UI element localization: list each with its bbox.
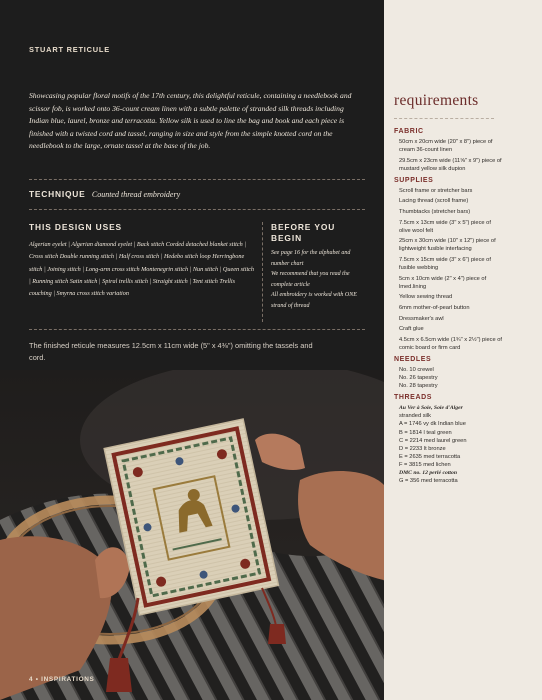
thread-color: A = 1746 vy dk Indian blue <box>399 421 466 428</box>
note-read-article: We recommend that you read the complete article <box>271 271 350 288</box>
thread-brand: Au Ver à Soie, Soie d'Alger <box>399 405 463 412</box>
page-folio: 4 • INSPIRATIONS <box>29 676 95 683</box>
before-you-begin-title: BEFORE YOU BEGIN <box>271 222 336 243</box>
fabric-item: 50cm x 20cm wide (20" x 8") piece of cream 36-count linen <box>399 139 493 154</box>
supplies-item: 25cm x 30cm wide (10" x 12") piece of lightweight fusible interfacing <box>399 238 496 253</box>
supplies-item: 7.5cm x 15cm wide (3" x 6") piece of fusible webbing <box>399 257 491 272</box>
thread-color: D = 2233 lt bronze <box>399 445 446 452</box>
before-you-begin-box <box>271 222 369 311</box>
thread-color: C = 2214 med laurel green <box>399 437 467 444</box>
finished-size-note: The finished reticule measures 12.5cm x 11cm wide (5" x 4⅜") omitting the tassels and cord. <box>29 341 313 362</box>
needle-item: No. 28 tapestry <box>399 383 438 390</box>
note-alphabet: See page 16 for the alphabet and number chart <box>271 250 351 267</box>
supplies-item: Scroll frame or stretcher bars <box>399 187 473 194</box>
needle-item: No. 10 crewel <box>399 366 434 373</box>
technique-line <box>29 189 180 199</box>
intro-paragraph: Showcasing popular floral motifs of the 17th century, this delightful reticule, containing a needlebook and scissor fob, is worked onto 36-count cream linen with a subtle palette of stranded silk threads including Indian blue, laurel, bronze and terracotta. Yellow silk is used to line the bag and book and each piece is finished with a twisted cord and tassel, ranging in size and style from the simple knotted cord on the needlebook to the large, ornate tassel at the base of the job. <box>29 91 352 151</box>
design-uses-box <box>29 222 255 300</box>
supplies-item: Dressmaker's awl <box>399 315 444 322</box>
supplies-item: Craft glue <box>399 326 424 333</box>
divider <box>29 209 365 210</box>
supplies-item: Thumbtacks (stretcher bars) <box>399 209 471 216</box>
fabric-heading: FABRIC <box>394 128 424 135</box>
supplies-item: 7.5cm x 13cm wide (3" x 5") piece of olive wool felt <box>399 219 491 234</box>
design-uses-title: THIS DESIGN USES <box>29 222 123 232</box>
column-divider <box>262 222 263 322</box>
thread-brand: DMC no. 12 perlé cotton <box>399 470 457 476</box>
thread-color: B = 1814 l teal green <box>399 429 452 436</box>
divider <box>29 179 365 180</box>
stitch-list: Algerian eyelet | Algerian diamond eyelet | Back stitch Corded detached blanket stitch | Cross stitch Double running stitch | Half cross stitch | Hedebo stitch loop Herringbone stitch | Joining stitch | Long-arm cross stitch Montenegrin stitch | Nun stitch | Queen stitch | Running stitch Satin stitch | Spiral trellis stitch | Straight stitch | Tent stitch Trellis couching | Smyrna cross stitch variation <box>29 241 255 298</box>
thread-color: G = 356 med terracotta <box>399 478 458 485</box>
supplies-item: 4.5cm x 6.5cm wide (1¾" x 2½") piece of comic board or firm card <box>399 336 502 351</box>
thread-brand-type: stranded silk <box>399 413 431 420</box>
needles-heading: NEEDLES <box>394 355 432 363</box>
requirements-title: requirements <box>394 92 479 109</box>
divider <box>29 329 365 330</box>
technique-value: Counted thread embroidery <box>91 190 181 199</box>
note-one-strand: All embroidery is worked with ONE strand of thread <box>271 292 357 309</box>
needlebook-photo <box>0 370 384 700</box>
needle-item: No. 26 tapestry <box>399 375 438 382</box>
thread-color: F = 3815 med lichen <box>399 461 451 468</box>
supplies-heading: SUPPLIES <box>394 176 434 184</box>
supplies-item: Yellow sewing thread <box>399 294 453 301</box>
supplies-item: 6mm mother-of-pearl button <box>399 305 470 311</box>
divider <box>394 118 494 119</box>
technique-label: TECHNIQUE <box>29 189 86 199</box>
requirements-sidebar <box>384 0 542 700</box>
before-you-begin-notes <box>271 248 369 311</box>
fabric-item: 29.5cm x 23cm wide (11⅝" x 9") piece of mustard yellow silk dupion <box>399 157 502 172</box>
thread-color: E = 2635 med terracotta <box>399 453 461 460</box>
article-kicker: STUART RETICULE <box>29 45 110 54</box>
threads-heading: THREADS <box>394 394 433 402</box>
supplies-item: Lacing thread (scroll frame) <box>399 198 469 205</box>
supplies-item: 5cm x 10cm wide (2" x 4") piece of lmed.lining <box>399 275 487 290</box>
